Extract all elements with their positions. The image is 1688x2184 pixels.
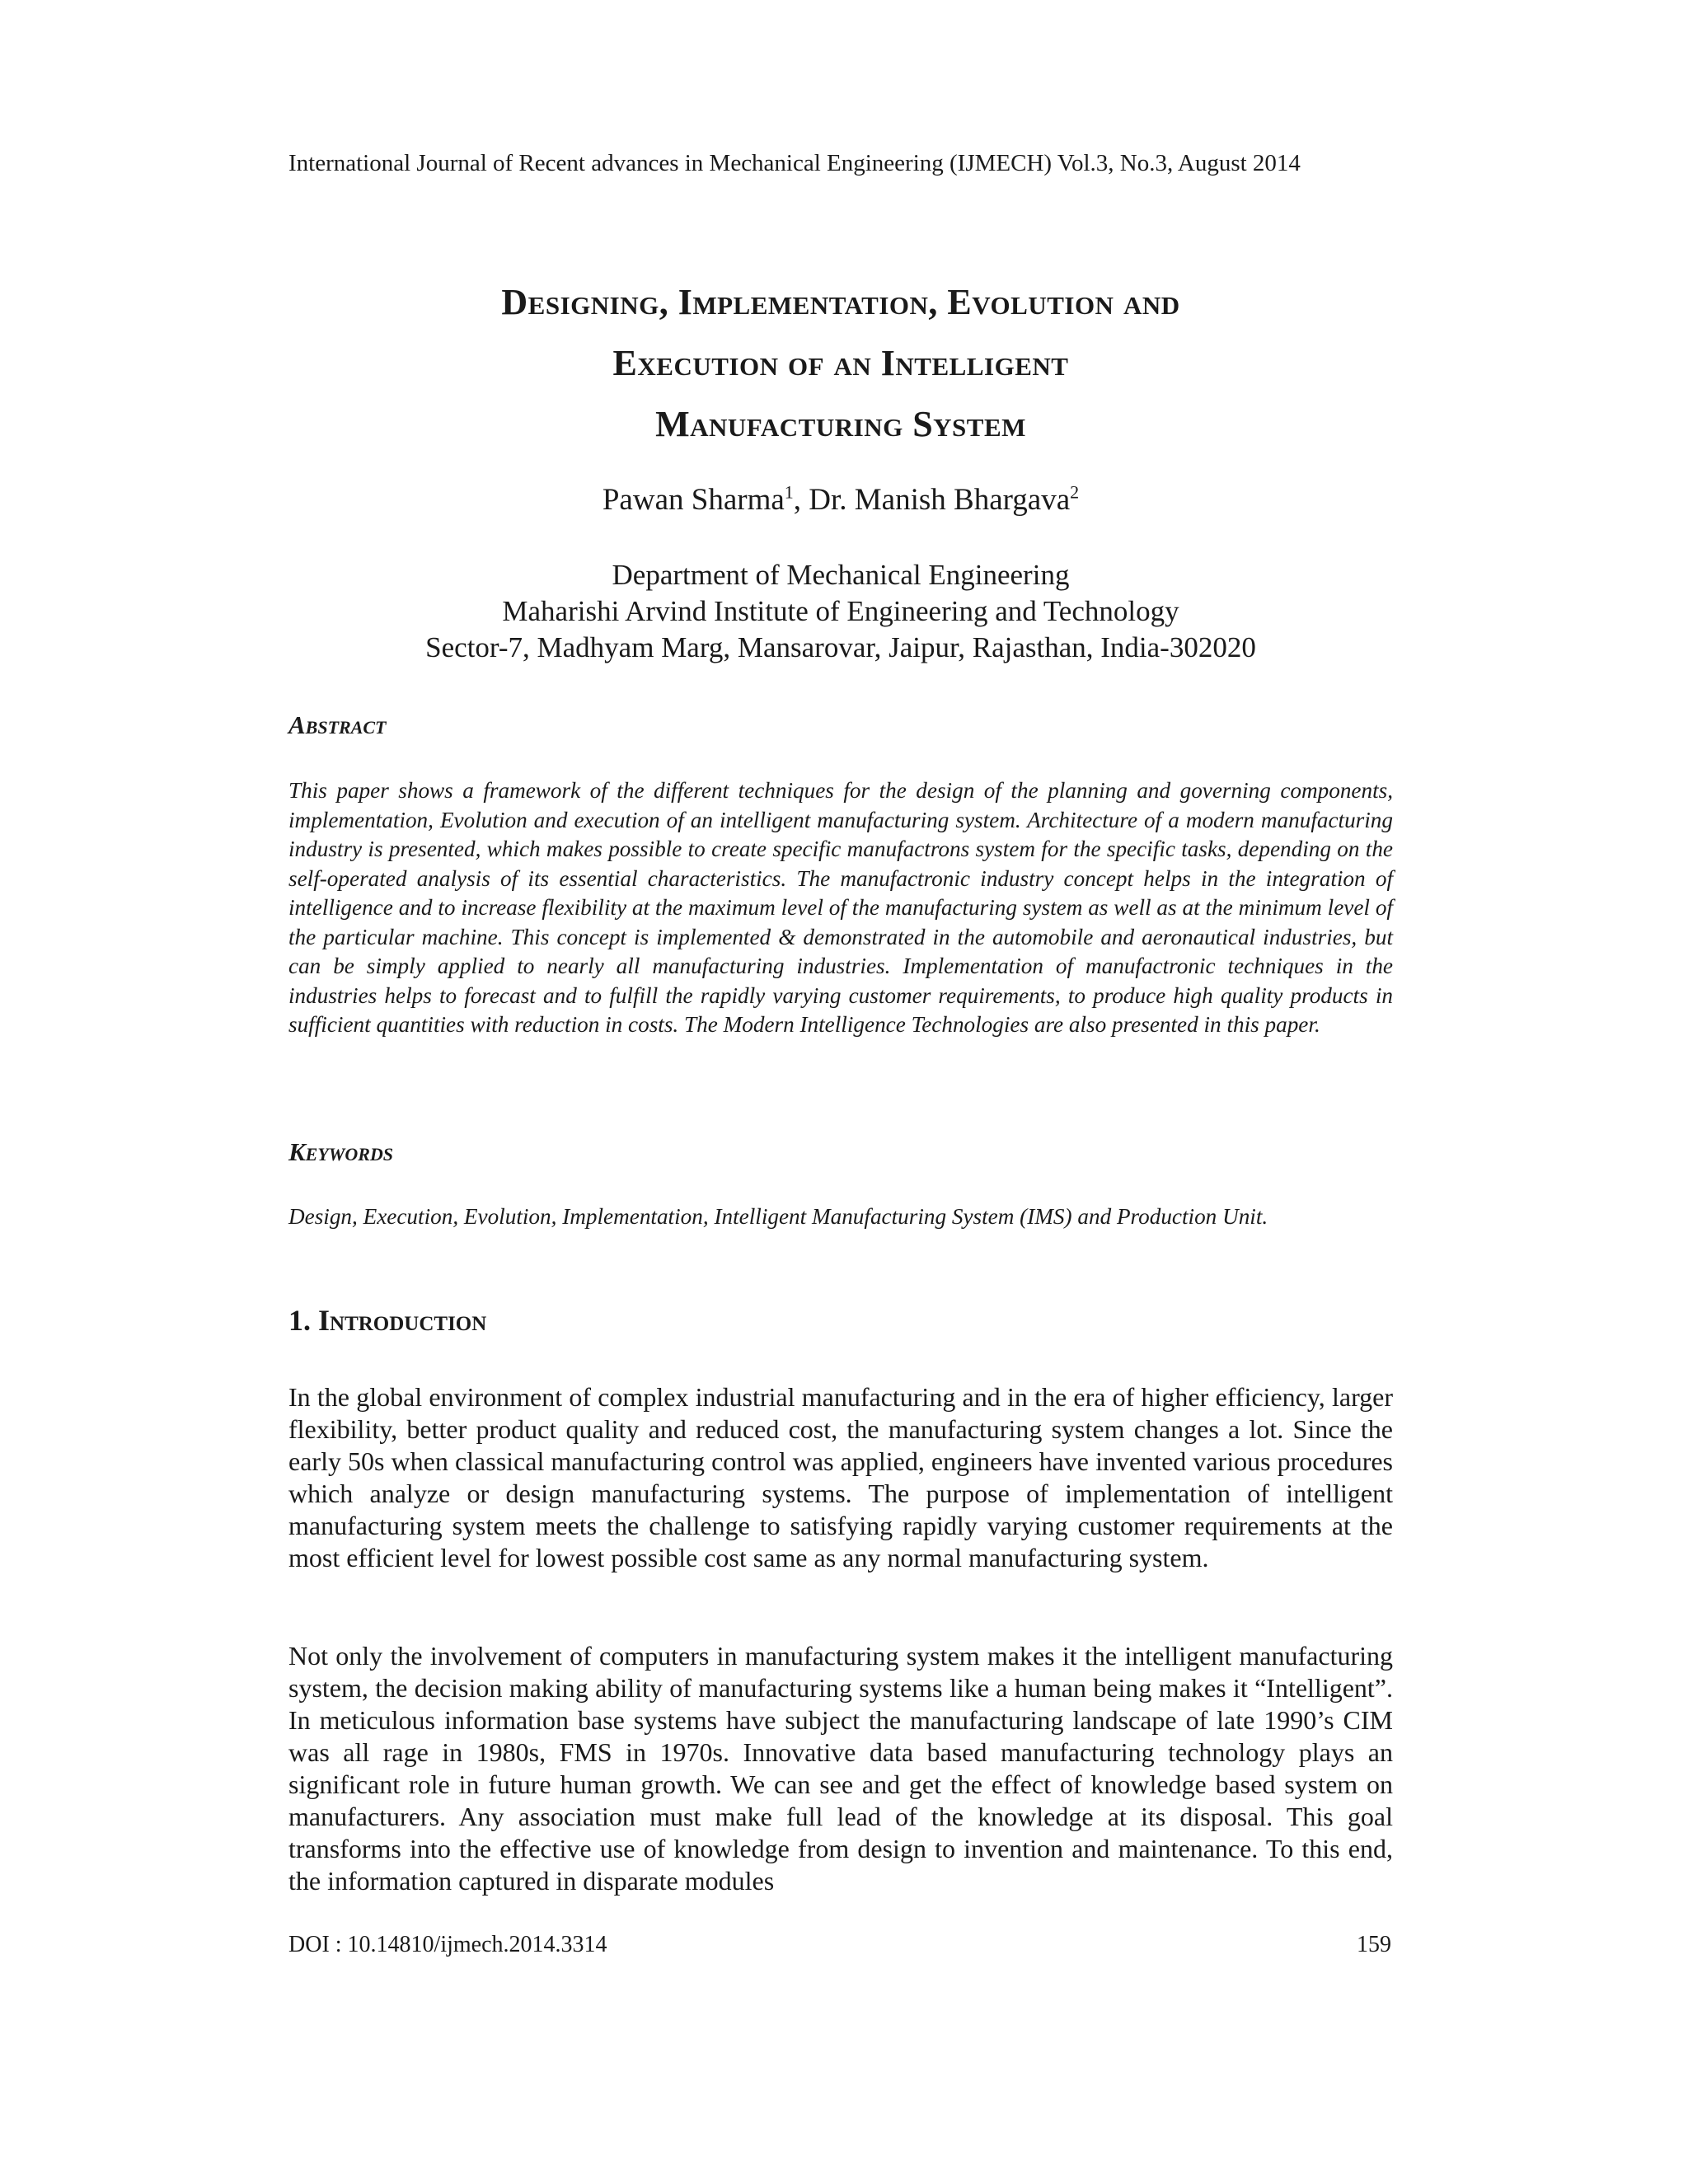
abstract-text: This paper shows a framework of the different techniques for the design of the planning and governing components, implementation, Evolution and execution of an intelligent manufacturing system. Architecture of a modern manufacturing industry is presented, which makes possible to create specific manufactrons system for the specific tasks, depending on the self-operated analysis of its essential characteristics. The manufactronic industry concept helps in the integration of intelligence and to increase flexibility at the maximum level of the manufacturing system as well as at the minimum level of the particular machine. This concept is implemented & demonstrated in the automobile and aeronautical industries, but can be simply applied to nearly all manufacturing industries. Implementation of manufactronic techniques in the industries helps to forecast and to fulfill the rapidly varying customer requirements, to produce high quality products in sufficient quantities with reduction in costs. The Modern Intelligence Technologies are also presented in this paper. [288,778,1393,1037]
author-name-2: Dr. Manish Bhargava [809,483,1071,517]
author-affiliation-mark-1: 1 [784,481,794,503]
title-line-2: Execution of an Intelligent [612,343,1069,383]
affiliation-address: Sector-7, Madhyam Marg, Mansarovar, Jaipur, Rajasthan, India-302020 [425,631,1256,663]
abstract-heading: Abstract [288,710,387,739]
affiliation-institute: Maharishi Arvind Institute of Engineering and Technology [502,595,1179,627]
running-head: International Journal of Recent advances in Mechanical Engineering (IJMECH) Vol.3, No.3, August 2014 [288,150,1301,176]
introduction-heading: 1. Introduction [288,1304,487,1337]
keywords-text: Design, Execution, Evolution, Implementation, Intelligent Manufacturing System (IMS) and Production Unit. [288,1204,1268,1229]
author-affiliation-mark-2: 2 [1070,481,1080,503]
author-name-1: Pawan Sharma [602,483,785,517]
affiliation-block [288,557,1393,666]
introduction-paragraph-1: In the global environment of complex industrial manufacturing and in the era of higher efficiency, larger flexibility, better product quality and reduced cost, the manufacturing system changes a lot. Since the early 50s when classical manufacturing control was applied, engineers have invented various procedures which analyze or design manufacturing systems. The purpose of implementation of intelligent manufacturing system meets the challenge to satisfying rapidly varying customer requirements at the most efficient level for lowest possible cost same as any normal manufacturing system. [288,1382,1393,1572]
author-list [288,480,1393,521]
title-line-3: Manufacturing System [655,404,1026,444]
page-number: 159 [1357,1932,1391,1957]
affiliation-department: Department of Mechanical Engineering [612,559,1070,591]
author-separator: , [793,483,809,517]
introduction-paragraph-2: Not only the involvement of computers in manufacturing system makes it the intelligent manufacturing system, the decision making ability of manufacturing systems like a human being makes it “Intelligent”. In meticulous information base systems have subject the manufacturing landscape of late 1990’s CIM was all rage in 1980s, FMS in 1970s. Innovative data based manufacturing technology plays an significant role in future human growth. We can see and get the effect of knowledge based system on manufacturers. Any association must make full lead of the knowledge at its disposal. This goal transforms into the effective use of knowledge from design to invention and maintenance. To this end, the information captured in disparate modules [288,1641,1393,1896]
keywords-heading: Keywords [288,1137,394,1166]
footer-doi: DOI : 10.14810/ijmech.2014.3314 [288,1932,607,1957]
paper-title [247,272,1434,455]
title-line-1: Designing, Implementation, Evolution and [501,282,1180,322]
